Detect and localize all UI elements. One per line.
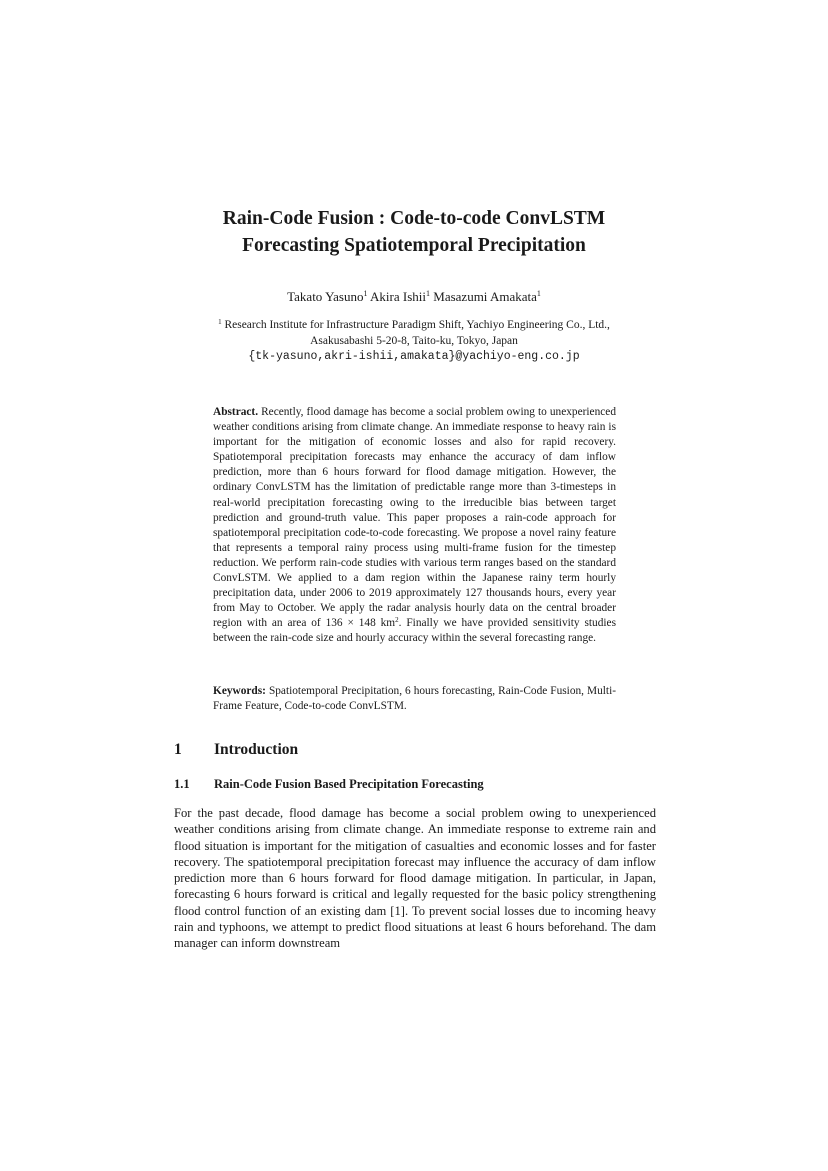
author-name: Masazumi Amakata [433, 289, 537, 304]
title-line-1: Rain-Code Fusion : Code-to-code ConvLSTM [222, 208, 606, 229]
affiliation-text: Research Institute for Infrastructure Paradigm Shift, Yachiyo Engineering Co., Ltd., [224, 319, 610, 331]
author-name: Takato Yasuno [287, 289, 364, 304]
affiliation-mark: 1 [363, 289, 368, 298]
title-line-2: Forecasting Spatiotemporal Precipitation [242, 235, 586, 256]
abstract-text-end: . Finally we have provided sensitivity studies between the rain-code size and hourly accuracy within the several forecasting range. [213, 617, 616, 645]
affiliation-line-2: Asakusabashi 5-20-8, Taito-ku, Tokyo, Japan [310, 334, 518, 347]
affiliation-block [0, 318, 828, 365]
superscript: 2 [395, 616, 399, 625]
email-address: {tk-yasuno,akri-ishii,amakata}@yachiyo-eng.co.jp [248, 350, 580, 363]
section-heading [174, 740, 298, 760]
abstract-label: Abstract. [213, 406, 259, 418]
subsection-heading [174, 776, 484, 793]
body-paragraph: For the past decade, flood damage has become a social problem owing to unexperienced weather conditions arising from climate change. An immediate response to extreme rain and flood situation is important for the mitigation of casualties and economic losses and for faster recovery. The spatiotemporal precipitation forecast may influence the accuracy of dam inflow prediction more than 6 hours forward for flood damage mitigation. In particular, in Japan, forecasting 6 hours forward is critical and legally requested for the basic policy strengthening flood control function of an existing dam [1]. To prevent social losses due to incoming heavy rain and typhoons, we attempt to predict flood situations at least 6 hours beforehand. The dam manager can inform downstream [174, 806, 656, 951]
affiliation-line-1 [0, 318, 828, 334]
keywords-label: Keywords: [213, 685, 266, 697]
section-title: Introduction [214, 741, 299, 758]
subsection-number: 1.1 [174, 777, 190, 791]
author-name: Akira Ishii [370, 289, 427, 304]
author-list [0, 288, 828, 306]
keywords [213, 684, 616, 714]
abstract [213, 405, 616, 647]
affiliation-mark: 1 [426, 289, 431, 298]
section-number: 1 [174, 741, 182, 758]
affiliation-mark: 1 [536, 289, 541, 298]
paper-title [0, 205, 828, 259]
subsection-title: Rain-Code Fusion Based Precipitation Forecasting [214, 777, 484, 791]
affiliation-mark: 1 [218, 318, 222, 326]
keywords-text: Spatiotemporal Precipitation, 6 hours forecasting, Rain-Code Fusion, Multi-Frame Feature, Code-to-code ConvLSTM. [213, 685, 616, 713]
abstract-text: Recently, flood damage has become a social problem owing to unexperienced weather conditions arising from climate change. An immediate response to heavy rain is important for the mitigation of economic losses and also for rapid recovery. Spatiotemporal precipitation forecasts may enhance the accuracy of dam inflow prediction, more than 6 hours forward for flood damage mitigation. However, the ordinary ConvLSTM has the limitation of predictable range more than 3-timesteps in real-world precipitation forecasting owing to the irreducible bias between target prediction and ground-truth value. This paper proposes a rain-code approach for spatiotemporal precipitation code-to-code forecasting. We propose a novel rainy feature that represents a temporal rainy process using multi-frame fusion for the timestep reduction. We perform rain-code studies with various term ranges based on the standard ConvLSTM. We applied to a dam region within the Japanese rainy term hourly precipitation data, under 2006 to 2019 approximately 127 thousands hours, every year from May to October. We apply the radar analysis hourly data on the central broader region with an area of 136 × 148 km [213, 406, 616, 630]
